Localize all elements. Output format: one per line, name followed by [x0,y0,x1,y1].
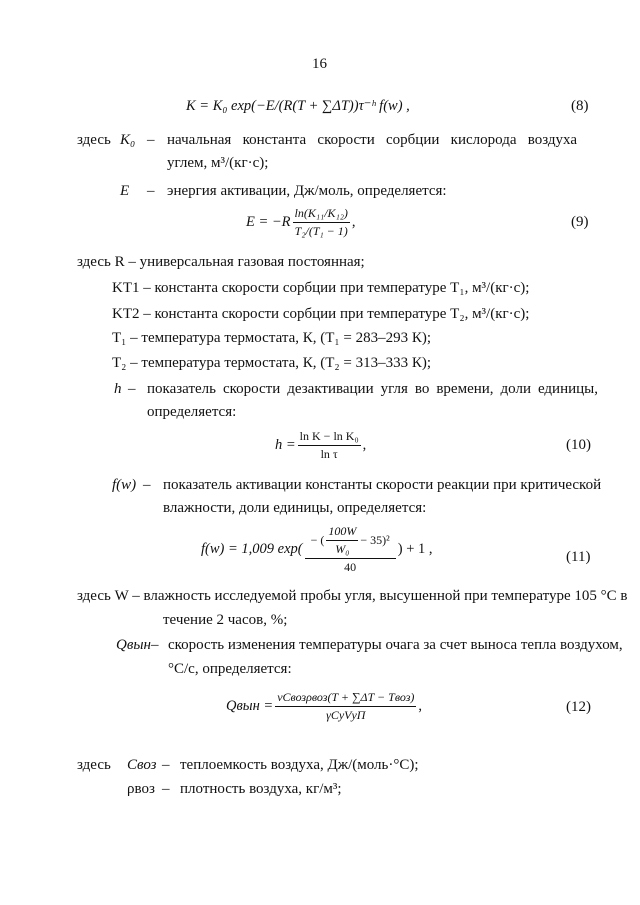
equation-11-number: (11) [566,549,591,565]
equation-10-numerator: ln K − ln K₀ [298,429,361,446]
equation-12-tail: , [418,698,423,714]
equation-9-lhs: E = −R [246,214,291,230]
equation-8: K = K₀ exp(−E/(R(T + ∑ΔT))τ⁻ʰ f(w) , [186,98,410,114]
equation-12-numerator: νCвозρвоз(T + ∑ΔT − Tвоз) [275,690,416,707]
def-w-line2: течение 2 часов, %; [163,612,288,628]
def-fw-line2: влажности, доли единицы, определяется: [163,500,427,516]
def-fw-dash: – [143,477,151,493]
def-rho-text: плотность воздуха, кг/м³; [180,781,342,797]
def-fw-symbol: f(w) [112,477,137,493]
def-e-symbol: E [120,183,130,199]
equation-12 [226,690,422,723]
equation-10-lhs: h = [275,437,296,453]
def-rho-symbol: ρвоз [127,781,155,797]
def-w-line1: здесь W – влажность исследуемой пробы угля, высушенной при температуре 105 °С в [77,588,628,604]
def-c-lead-word: здесь [77,757,111,773]
def-c-text: теплоемкость воздуха, Дж/(моль·°С); [180,757,419,773]
def-t1: T₁ – температура термостата, К, (T₁ = 283–293 К); [112,330,431,346]
def-h-dash: – [128,381,136,397]
equation-11 [201,524,433,575]
equation-8-number: (8) [571,98,589,114]
equation-10-fraction [298,429,361,462]
equation-11-numerator [305,524,396,559]
equation-11-fraction [305,524,396,575]
def-h-line2: определяется: [147,404,237,420]
equation-9 [246,206,356,239]
equation-11-inner-numerator: 100W [326,524,358,541]
def-c-symbol: Cвоз [127,757,157,773]
def-lead-word: здесь [77,132,111,148]
def-q-line1: скорость изменения температуры очага за счет выноса тепла воздухом, [168,637,623,653]
equation-11-top-right: − 35)² [360,533,390,547]
def-r: здесь R – универсальная газовая постоянная; [77,254,365,270]
def-q-line2: °С/с, определяется: [168,661,292,677]
equation-11-inner-denominator: W₀ [335,542,350,556]
equation-10-denominator: ln τ [320,447,338,461]
equation-10-tail: , [362,437,367,453]
def-fw-line1: показатель активации константы скорости реакции при критической [163,477,602,493]
equation-9-fraction [293,206,350,239]
equation-12-denominator: γCуVуΠ [326,708,366,722]
equation-11-lhs: f(w) = 1,009 exp( [201,541,303,557]
def-kt1: KT1 – константа скорости сорбции при температуре T₁, м³/(кг·с); [112,280,530,296]
def-k0-line1: начальная константа скорости сорбции кислорода воздуха [167,132,577,148]
def-rho-dash: – [162,781,170,797]
def-k0-symbol: K₀ [120,132,136,148]
equation-9-tail: , [351,214,356,230]
equation-11-denominator: 40 [344,560,357,574]
def-t2: T₂ – температура термостата, К, (T₂ = 313–333 К); [112,355,431,371]
equation-11-tail: ) + 1 , [397,541,433,557]
def-h-symbol: h [114,381,122,397]
equation-10 [275,429,366,462]
equation-12-number: (12) [566,699,591,715]
def-k0-dash: – [147,132,155,148]
page-number: 16 [312,56,327,72]
def-c-dash: – [162,757,170,773]
equation-9-numerator: ln(K₁₁/K₁₂) [293,206,350,223]
equation-12-lhs: Qвын = [226,698,274,714]
equation-11-top-left: − ( [310,533,325,547]
def-h-line1: показатель скорости дезактивации угля во времени, доли единицы, [147,381,598,397]
equation-9-number: (9) [571,214,589,230]
def-e-text: энергия активации, Дж/моль, определяется: [167,183,447,199]
equation-11-inner-fraction [326,524,358,557]
def-q-dash: – [151,637,159,653]
def-q-symbol: Qвын [116,637,151,653]
equation-9-denominator: T₂/(T₁ − 1) [294,224,348,238]
def-k0-line2: углем, м³/(кг·с); [167,155,269,171]
def-kt2: KT2 – константа скорости сорбции при температуре T₂, м³/(кг·с); [112,306,530,322]
equation-12-fraction [275,690,416,723]
def-e-dash: – [147,183,155,199]
equation-10-number: (10) [566,437,591,453]
